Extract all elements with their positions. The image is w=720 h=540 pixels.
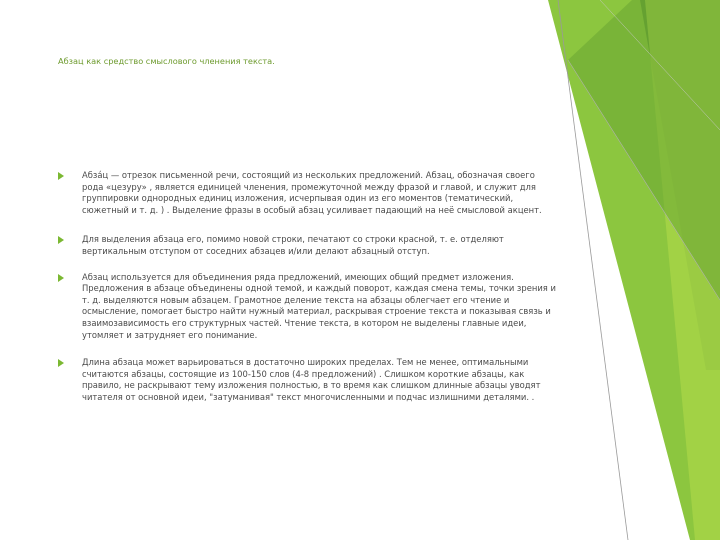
bullet-arrow-icon — [58, 236, 64, 244]
bullet-text: Абза́ц — отрезок письменной речи, состоящий из нескольких предложений. Абзац, обозначая своего рода «цезуру» , является единицей членения, промежуточной между фразой и главой, и служит для группировки однородных единиц изложения, исчерпывая один из его моментов (тематический, сюжетный и т. д. ) . Выделение фразы в особый абзац усиливает падающий на неё смысловой акцент. — [82, 170, 542, 215]
bullet-arrow-icon — [58, 359, 64, 367]
bullet-arrow-icon — [58, 172, 64, 180]
bullet-text: Длина абзаца может варьироваться в достаточно широких пределах. Тем не менее, оптимальными считаются абзацы, состоящие из 100-150 слов (4-8 предложений) . Слишком короткие абзацы, как правило, не раскрывают тему изложения полностью, в то время как слишком длинные абзацы уводят читателя от основной идеи, "затуманивая" текст многочисленными и подчас излишними деталями. . — [82, 357, 541, 402]
bullet-item — [58, 170, 558, 216]
bullet-item — [58, 234, 558, 257]
bullet-arrow-icon — [58, 274, 64, 282]
bullet-item — [58, 357, 558, 403]
slide-title: Абзац как средство смыслового членения текста. — [58, 56, 275, 66]
bullet-text: Абзац используется для объединения ряда предложений, имеющих общий предмет изложения. Предложения в абзаце объединены одной темой, и каждый поворот, каждая смена темы, точки зрения и т. д. выделяются новым абзацем. Грамотное деление текста на абзацы облегчает его чтение и осмысление, помогает быстро найти нужный материал, раскрывая строение текста и показывая связь и взаимозависимость его структурных частей. Чтение текста, в котором не выделены главные идеи, утомляет и затрудняет его понимание. — [82, 271, 556, 340]
bullet-text: Для выделения абзаца его, помимо новой строки, печатают со строки красной, т. е. отделяют вертикальным отступом от соседних абзацев и/или делают абзацный отступ. — [82, 234, 504, 256]
bullet-list — [58, 170, 558, 404]
bullet-item — [58, 272, 558, 342]
